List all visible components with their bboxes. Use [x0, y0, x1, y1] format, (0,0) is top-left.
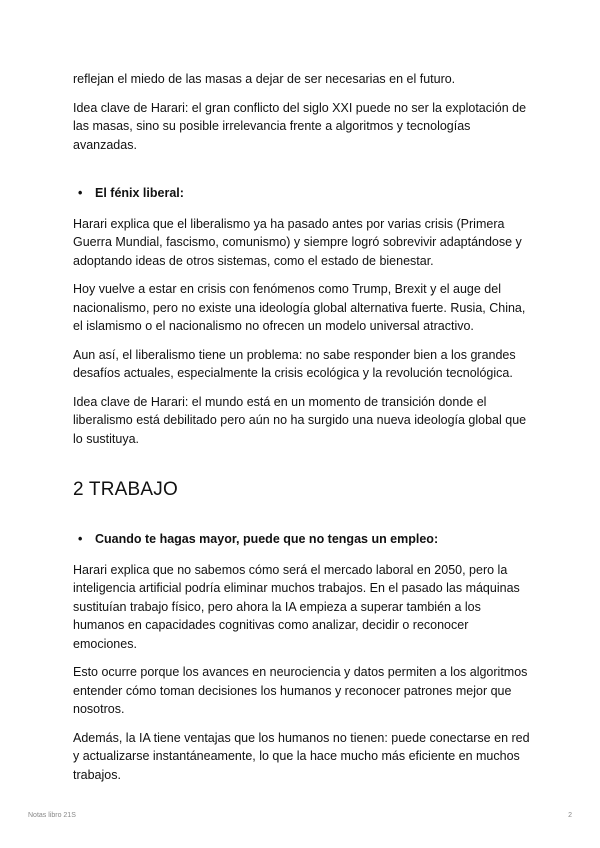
paragraph: Harari explica que no sabemos cómo será el mercado laboral en 2050, pero la inteligencia artificial podría eliminar muchos trabajos. En el pasado las máquinas sustituían trabajo físico, pero ahora la IA empieza a superar también a los humanos en capacidades cognitivas como analizar, decidir o reconocer emociones.: [73, 562, 520, 651]
paragraph: Esto ocurre porque los avances en neurociencia y datos permiten a los algoritmos entender cómo toman decisiones los humanos y reconocer patrones mejor que nosotros.: [73, 665, 528, 716]
bullet-dot-icon: •: [78, 186, 83, 200]
bullet-item: [73, 184, 533, 203]
paragraph: Idea clave de Harari: el mundo está en un momento de transición donde el liberalismo está debilitado pero aún no ha surgido una nueva ideología global que lo sustituya.: [73, 394, 527, 446]
footer-page-number: 2: [568, 812, 572, 819]
footer-document-title: Notas libro 21S: [28, 812, 76, 819]
paragraph: Idea clave de Harari: el gran conflicto del siglo XXI puede no ser la explotación de las masas, sino su posible irrelevancia frente a algoritmos y tecnologías avanzadas.: [73, 100, 527, 152]
bullet-item: [73, 530, 533, 549]
section-heading: 2 TRABAJO: [73, 479, 178, 500]
bullet-dot-icon: •: [78, 532, 83, 546]
paragraph: Aun así, el liberalismo tiene un problema: no sabe responder bien a los grandes desafíos actuales, especialmente la crisis ecológica y la revolución tecnológica.: [73, 347, 516, 380]
document-body: [73, 70, 533, 794]
paragraph: reflejan el miedo de las masas a dejar de ser necesarias en el futuro.: [73, 72, 456, 86]
bullet-text: Cuando te hagas mayor, puede que no tengas un empleo:: [95, 532, 439, 546]
paragraph: Hoy vuelve a estar en crisis con fenómenos como Trump, Brexit y el auge del nacionalismo, pero no existe una ideología global alternativa fuerte. Rusia, China, el islamismo o el nacionalismo no ofrecen un modelo universal atractivo.: [73, 282, 526, 333]
spacer: [73, 458, 533, 478]
spacer: [73, 164, 533, 184]
paragraph: Además, la IA tiene ventajas que los humanos no tienen: puede conectarse en red y actualizarse instantáneamente, lo que la hace mucho más eficiente en muchos trabajos.: [73, 730, 530, 782]
bullet-text: El fénix liberal:: [95, 186, 184, 200]
paragraph: Harari explica que el liberalismo ya ha pasado antes por varias crisis (Primera Guerra Mundial, fascismo, comunismo) y siempre logró sobrevivir adaptándose y adoptando ideas de otros sistemas, como el estado de bienestar.: [73, 216, 522, 268]
